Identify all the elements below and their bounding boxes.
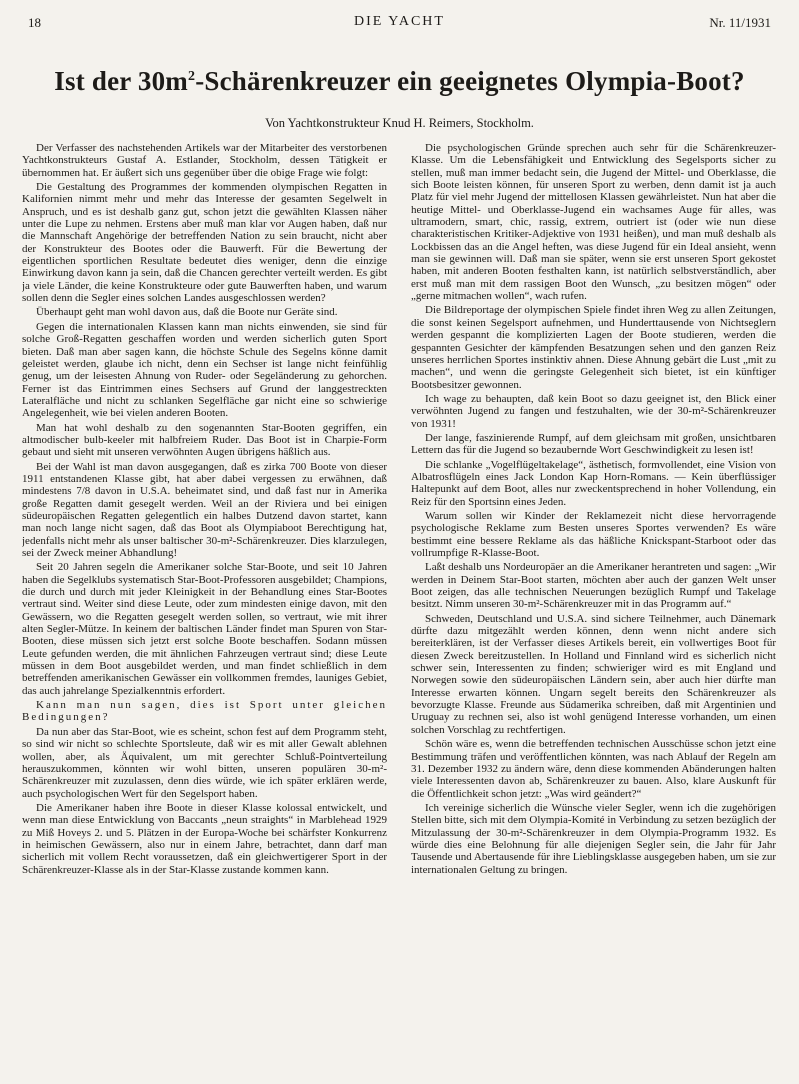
journal-title: DIE YACHT: [354, 14, 445, 29]
paragraph: Die schlanke „Vogelflügeltakelage“, ästhetisch, formvollendet, eine Vision von Albatrosflügeln eines Jack London Kap Horn-Romans. — Kein überflüssiger Haltepunkt auf dem Boot, alles nur zweckentsprechend in hoher Vollendung, ein Reiz für den Sportsinn eines Jeden.: [411, 458, 776, 508]
running-header: [28, 12, 771, 34]
paragraph: Da nun aber das Star-Boot, wie es scheint, schon fest auf dem Programm steht, so sind wir nicht so schlechte Sportsleute, daß wir es mit aller Gewalt ablehnen wollen, aber, als Äquivalent, um mit gerechter Schluß-Pointverteilung herauszukommen, könnten wir wohl bitten, unseren populären 30-m²-Schärenkreuzer mit zuzulassen, denn dies würde, wie ich später erklären werde, auch psychologischen Wert für den Segelsport haben.: [22, 725, 387, 800]
paragraph: Der lange, faszinierende Rumpf, auf dem gleichsam mit großen, unsichtbaren Lettern das für die Jugend so bezaubernde Wort Geschwindigkeit zu lesen ist!: [411, 431, 776, 457]
paragraph: Schweden, Deutschland und U.S.A. sind sichere Teilnehmer, auch Dänemark dürfte dazu mitgezählt werden können, denn wenn nicht andere sich bereiterklären, ist der Verfasser dieses Artikels bereit, ein vollwertiges Boot für diesen Zweck bereitzustellen. In Holland und Finnland wird es sicherlich nicht schwer sein, Interessenten zu finden; schwieriger wird es mit England und Norwegen sowie den südeuropäischen Ländern sein, aber auch hier dürfte man Interesse erwarten können. Ungarn segelt bereits den Schärenkreuzer als bevorzugte Klasse. Freunde aus Südamerika schreiben, daß mit Argentinien und Uruguay zu rechnen sei, also ist wohl genügend Interesse vorhanden, um einen solchen Vorschlag zu rechtfertigen.: [411, 612, 776, 736]
left-column: [22, 142, 387, 1077]
right-column: [411, 142, 776, 1077]
paragraph: Die Amerikaner haben ihre Boote in dieser Klasse kolossal entwickelt, und wenn man diese Entwicklung von Baccants „neun straights“ in Marblehead 1929 zu Miß Hoveys 2. und 5. Plätzen in der Europa-Woche bei schärfster Konkurrenz in heimischen Gewässern, also nur in einem Jahre, betrachtet, dann darf man sicherlich mit vollem Recht voraussetzen, daß ein gleichwertigerer Sport in der Schärenkreuzer-Klasse als in der Star-Klasse zustande kommen kann.: [22, 801, 387, 876]
paragraph: Bei der Wahl ist man davon ausgegangen, daß es zirka 700 Boote von dieser 1911 entstandenen Klasse gibt, hat aber dabei vergessen zu erwähnen, daß mindestens 7/8 davon in U.S.A. beheimatet sind, und daß fast nur in Amerika große Regatten damit gesegelt werden. Weil an der Riviera und bei einigen südeuropäischen Regatten gelegentlich ein halbes Dutzend davon startet, kann man noch lange nicht sagen, daß das Boot als Olympiaboot Berechtigung hat, jedenfalls nicht mehr als unser baltischer 30-m²-Schärenkreuzer. Dies klarzulegen, sei der Zweck meiner Abhandlung!: [22, 460, 387, 559]
paragraph: Warum sollen wir Kinder der Reklamezeit nicht diese hervorragende psychologische Reklame zum Besten unseres Sportes verwenden? Es wäre bestimmt eine bessere Reklame als das häßliche Knickspant-Starboot oder das vollrumpfige R-Klasse-Boot.: [411, 509, 776, 559]
paragraph: Kann man nun sagen, dies ist Sport unter gleichen Bedingungen?: [22, 699, 387, 724]
title-superscript: 2: [188, 69, 196, 84]
issue-number: Nr. 11/1931: [709, 15, 771, 30]
paragraph: Schön wäre es, wenn die betreffenden technischen Ausschüsse schon jetzt eine Bestimmung träfen und veröffentlichen könnten, was nach Ablauf der Regeln am 31. Dezember 1932 zu ändern wäre, denn diese kommenden Abänderungen halten viele Interessenten davon ab, Schärenkreuzer zu bauen. Also, klare Auskunft für die Öffentlichkeit schon jetzt: „Was wird geändert?“: [411, 738, 776, 800]
page-number: 18: [28, 15, 41, 30]
byline: Von Yachtkonstrukteur Knud H. Reimers, Stockholm.: [265, 116, 534, 130]
title-part: Ist der 30m: [54, 66, 188, 96]
paragraph: Der Verfasser des nachstehenden Artikels war der Mitarbeiter des verstorbenen Yachtkonstrukteurs Gustaf A. Estlander, Stockholm, dessen Tätigkeit er übernommen hat. Er äußert sich uns gegenüber über die obige Frage wie folgt:: [22, 142, 387, 179]
paragraph: Gegen die internationalen Klassen kann man nichts einwenden, sie sind für solche Groß-Regatten geschaffen worden und werden sicherlich guten Sport bieten. Daß man aber sagen kann, die höchste Schule des Segelns könne damit geleistet werden, glaube ich nicht, denn ein Sechser ist lange nicht feinfühlig genug, um der leisesten Ahnung von Ruder- oder Segeländerung zu gehorchen. Ferner ist das Eintrimmen eines Sechsers auf Grund der langgestreckten Lateralfläche und nicht zu schlanken Segelfläche gar nicht eine so schwierige Angelegenheit, wie bei vielen anderen Booten.: [22, 320, 387, 420]
paragraph: Die psychologischen Gründe sprechen auch sehr für die Schärenkreuzer-Klasse. Um die Lebensfähigkeit und Entwicklung des Segelsports sicher zu stellen, muß man immer bedacht sein, die Jugend der Mittel- und Oberklasse, die sich Boote leisten können, für unseren Sport zu werben, denn damit ist ja auch Platz für viel mehr Jugend der mittellosen Klassen gewährleistet. Nun hat aber die heutige Mittel- und Oberklasse-Jugend ein wachsames Auge für alles, was ultramodern, smart, chic, rassig, extrem, outriert ist (oder wie nun diese charakteristischen Kritiker-Adjektive von 1931 heißen), und man muß deshalb als Lockbissen das an die Angel heften, was diese Jugend für ein Ideal ansieht, wenn man sie gewinnen will. Daß man sie später, wenn sie erst unseren Sport gekostet haben, mit anderen Booten festhalten kann, ist natürlich selbstverständlich, aber erst muß man mit dem rassigen Boot den Wunsch, „zu besitzen mögen“ oder „gerne mitmachen wollen“, wach rufen.: [411, 142, 776, 303]
paragraph: Überhaupt geht man wohl davon aus, daß die Boote nur Geräte sind.: [36, 306, 338, 319]
paragraph: Laßt deshalb uns Nordeuropäer an die Amerikaner herantreten und sagen: „Wir werden in Deinem Star-Boot starten, möchten aber auch der ganzen Welt unser Boot zeigen, das alle technischen Neuerungen bezüglich Rumpf und Takelage besitzt. Nimm unseren 30-m²-Schärenkreuzer mit in das Programm auf.“: [411, 561, 776, 611]
paragraph: Die Gestaltung des Programmes der kommenden olympischen Regatten in Kalifornien nimmt mehr und mehr das Interesse der gesamten Segelwelt in Anspruch, und es ist deshalb ganz gut, schon jetzt die gewählten Klassen näher unter die Lupe zu nehmen. Erstens aber muß man klar vor Augen haben, daß nur die Mannschaft Angehörige der betreffenden Nation zu sein braucht, nicht aber der Konstrukteur des Bootes oder die Bauwerft. Für die Bewertung der eigentlichen sportlichen Resultate bedeutet dies weniger, denn die einzige Einwirkung davon kann ja sein, daß die Chancen gerechter verteilt werden. Es gibt ja viele Länder, die keine Konstrukteure oder gute Bauwerften haben, und warum sollen denn die Segler eines solchen Landes ausgeschlossen werden?: [22, 181, 387, 305]
paragraph: Ich wage zu behaupten, daß kein Boot so dazu geeignet ist, den Blick einer verwöhnten Jugend zu fangen und festzuhalten, wie der 30-m²-Schärenkreuzer von 1931!: [411, 392, 776, 430]
paragraph: Ich vereinige sicherlich die Wünsche vieler Segler, wenn ich die zugehörigen Stellen bitte, sich mit dem Olympia-Komité in Verbindung zu setzen bezüglich der Mitzulassung der 30-m²-Schärenkreuzer in dem Olympia-Programm 1932. Es würde dies eine Belohnung für alle diejenigen Segler sein, die Jahr für Jahr Tausende und Abertausende für ihre Lieblingsklasse ausgegeben haben, um sie zur internationalen Geltung zu bringen.: [411, 801, 776, 876]
paragraph: Seit 20 Jahren segeln die Amerikaner solche Star-Boote, und seit 10 Jahren haben die Segelklubs systematisch Star-Boot-Professoren ausgebildet; Champions, die durch und durch mit jeder Kleinigkeit in der Behandlung eines Star-Bootes vertraut sind. Weiter sind diese Leute, oder zum mindesten einige davon, mit den Gewässern, wo die Regatten gesegelt werden sollen, so vertraut, wie mit ihrer alten Segler-Mütze. In keinem der baltischen Länder findet man Spuren von Star-Booten, diese müssen sich jetzt erst solche Boote beschaffen. Sodann müssen Leute gefunden werden, die mit ähnlichen Fahrzeugen vertraut sind; diese Leute müssen in dem Boot ausgebildet werden, und man findet schließlich in dem betreffenden amerikanischen Gewässer ein vollkommen fremdes, launiges Gebiet, das auch jahrelange Spezialkenntnis erfordert.: [22, 561, 387, 697]
paragraph: Man hat wohl deshalb zu den sogenannten Star-Booten gegriffen, ein altmodischer bulb-keeler mit halbfreiem Ruder. Das Boot ist in Charpie-Form gebaut und sieht mit unseren verwöhnten Augen übrigens häßlich aus.: [22, 421, 387, 459]
paragraph: Die Bildreportage der olympischen Spiele findet ihren Weg zu allen Zeitungen, die sonst keinen Segelsport aufnehmen, und Hunderttausende von Nichtseglern werden gespannt die komplizierten Lagen der Boote studieren, werden die gespannten Gesichter der kämpfenden Besatzungen sehen und den ganzen Reiz unseres herrlichen Sportes instinktiv ahnen. Diese Ahnung gebärt die Lust „mit zu machen“, und wenn die geringste Gelegenheit sich bietet, ist ein künftiger Bootsbesitzer gewonnen.: [411, 304, 776, 391]
title-part: -Schärenkreuzer ein geeignetes Olympia-Boot?: [195, 66, 745, 96]
article-title: [20, 66, 779, 97]
